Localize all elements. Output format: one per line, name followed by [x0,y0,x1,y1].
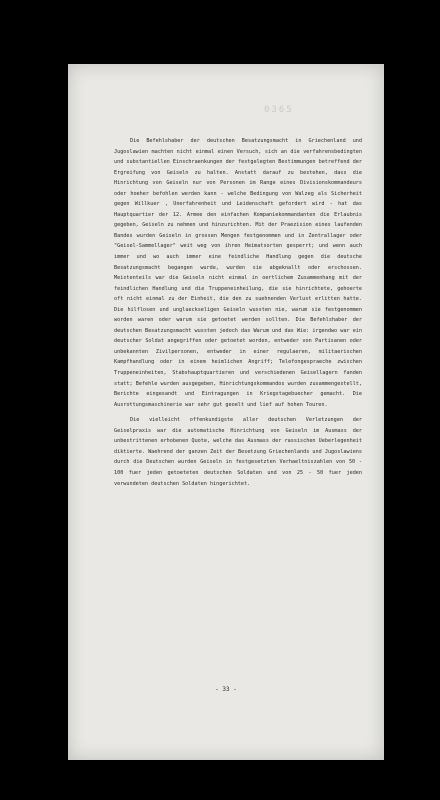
paragraph-1: Die Befehlshaber der deutschen Besatzungsmacht in Griechenland und Jugoslawien machten nicht einmal einen Versuch, sich an die verfahrensbedingten und substantiellen Einschraenkungen der festgelegten Bestimmungen betreffend der Ergreifung von Geiseln zu halten. Anstatt darauf zu bestehen, dass die Hinrichtung von Geiseln nur von Personen im Range eines Divisionskommandeurs oder hoeher befohlen werden kann - welche Bedingung von Walzeg als Sicherheit gegen Willkuer , Unerfahrenheit und Leidenschaft gefordert wird - hat das Hauptquartier der 12. Armee den einfachen Kompaniekommandanten die Erlaubnis gegeben, Geiseln zu nehmen und hinzurichten. Mit der Praezision eines laufenden Bandes wurden Geiseln in grossen Mengen festgenommen und in Zentrallager oder "Geisel-Sammellager" weit weg von ihren Heimatsorten gesperrt; und wenn auch immer und wo auch immer eine feindliche Handlung gegen die deutsche Besatzungsmacht begangen wurde, wurden sie abgeknallt oder erschossen. Meistenteils war die Geiseln nicht einmal in oertlichem Zusammenhang mit der feindlichen Handlung und die Truppeneinheilung, die sie hinrichtete, gehoerte oft nicht einmal zu der Einheit, die den zu suehnenden Verlust erlitten hatte. Die hilflosen und unglueckseligen Geiseln wussten nie, warum sie festgenommen worden waren oder warum sie getoetet werden sollten. Die Befehlshaber der deutschen Besatzungsmacht wussten jedoch das Warum und das Wie: irgendwo war ein deutscher Soldat angegriffen oder getoetet worden, entweder von Partisanen oder unbekannten Zivilpersonen, entweder in einer regulaeren, militaerischen Kampfhandlung oder in einem heimlichen Angriff; Telefongespraeche zwischen Truppeneinheiten, Stabshauptquartieren und verschiedenen Geisellagern fanden statt; Befehle wurden ausgegeben, Hinrichtungskommandos wurden zusammengestellt, Berichte eingesandt und Eintragungen in Kriegstagebuecher gemacht. Die Ausrottungsmaschinerie war sehr gut geoelt und lief auf hohen Touren. [114,138,362,408]
document-body [114,136,362,494]
paragraph-2: Die vielleicht offenkundigste aller deutschen Verletzungen der Geiselpraxis war die automatische Hinrichtung von Geiseln im Ausmass der unbestrittenen erhobenen Quote, welche das Ausmass der rassischen Ueberlegenheit diktierte. Waehrend der ganzen Zeit der Besetzung Griechenlands und Jugoslawiens durch die Deutschen wurden Geiseln in festgesetzten Verhaeltniszahlen von 50 - 100 fuer jeden getoeteten deutschen Soldaten und von 25 - 50 fuer jeden verwundeten deutschen Soldaten hingerichtet. [114,417,362,487]
archive-stamp: 0365 [264,105,294,115]
page-number: - 33 - [215,686,237,693]
document-page [68,64,384,760]
